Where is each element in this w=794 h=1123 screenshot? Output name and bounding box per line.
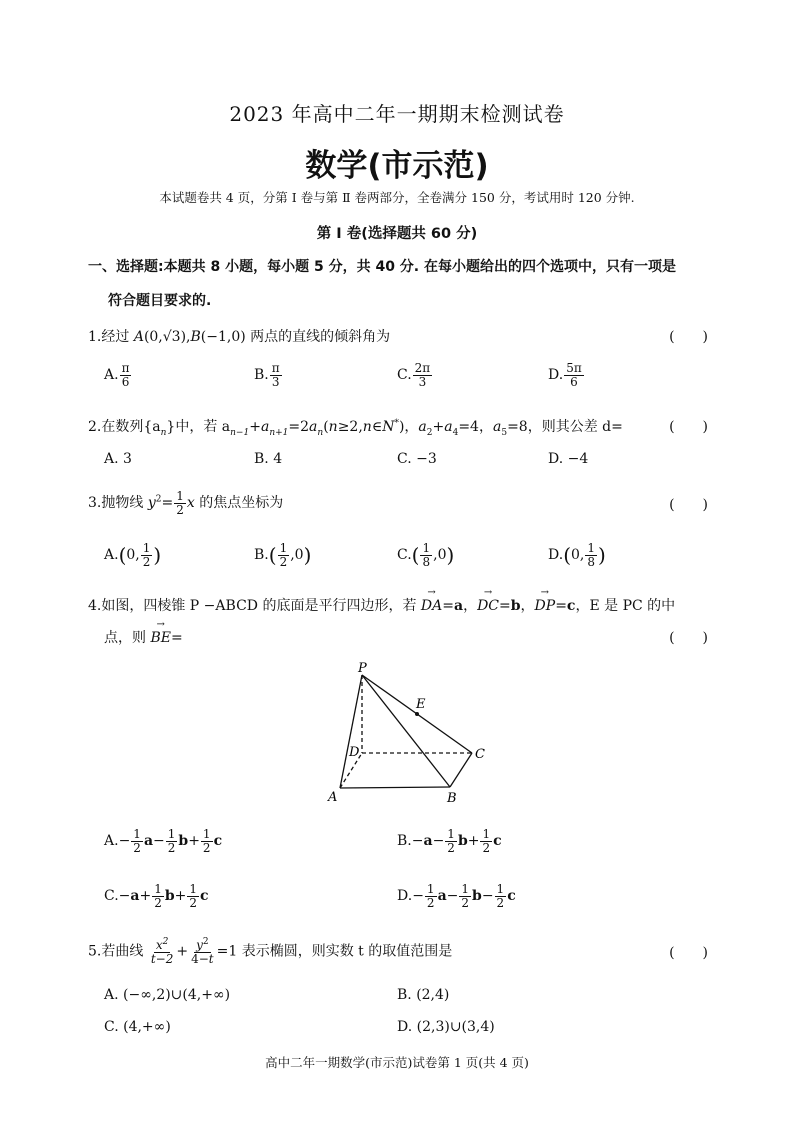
q5-option-a: A. (−∞,2)∪(4,+∞) <box>104 987 231 1003</box>
q4-stem-line2: 点，则 → BE= <box>104 627 183 647</box>
q3-option-a: A.(0, $\frac{1}{2}$ ) <box>104 541 162 569</box>
label-d: D <box>349 745 360 760</box>
label-p: P <box>358 661 367 676</box>
q5-stem: 5.若曲线 $\frac{x^2}{t-2}$ + $\frac{y^2}{4-t}$ =1 表示椭圆，则实数 t 的取值范围是 <box>88 937 453 966</box>
q2-number: 2. <box>88 419 102 435</box>
label-a: A <box>328 790 338 805</box>
q3-option-b: B.( $\frac{1}{2}$ ,0) <box>254 541 312 569</box>
q4-option-a: A.− $\frac{1}{2}$ a− $\frac{1}{2}$ b+ $\frac{1}{2}$ c <box>104 827 223 855</box>
label-e: E <box>416 697 426 712</box>
q2-option-c: C. −3 <box>397 451 437 467</box>
q1-stem-b: 两点的直线的倾斜角为 <box>245 329 391 345</box>
q5-option-b: B. (2,4) <box>397 987 450 1003</box>
q5-answer-paren: ( ) <box>669 945 708 961</box>
label-c: C <box>475 747 485 762</box>
q3-option-d: D.(0, $\frac{1}{8}$ ) <box>548 541 606 569</box>
q4-answer-paren: ( ) <box>669 630 708 646</box>
subject-title: 数学(市示范) <box>305 148 489 184</box>
q2-option-a: A. 3 <box>104 451 132 467</box>
edge-bc <box>450 753 472 787</box>
q1-option-c: C. $\frac{2\pi}{3}$ <box>397 361 431 389</box>
section-title: 第 Ⅰ 卷(选择题共 60 分) <box>316 226 478 242</box>
q1-answer-paren: ( ) <box>669 329 708 345</box>
q4-option-b: B.−a− $\frac{1}{2}$ b+ $\frac{1}{2}$ c <box>397 827 502 855</box>
exam-intro: 本试题卷共 4 页，分第 Ⅰ 卷与第 Ⅱ 卷两部分，全卷满分 150 分，考试用时 120 分钟. <box>159 190 635 205</box>
part1-instruction-line1: 一、选择题:本题共 8 小题，每小题 5 分，共 40 分. 在每小题给出的四个选项中，只有一项是 <box>88 259 676 275</box>
q2-option-b: B. 4 <box>254 451 283 467</box>
q1-number: 1. <box>88 329 102 345</box>
q2-stem: 2.在数列$\{a_n\}$中，若 $a_{n-1}+a_{n+1}=2a_n(n\ge 2,n\in N^*)$，$a_2+a_4=4$，$a_5=8$，则其公差 d= <box>88 418 623 438</box>
q1-stem: 1.经过 A(0,√3),B(−1,0) 两点的直线的倾斜角为 <box>88 329 391 345</box>
edge-pb <box>362 675 450 787</box>
q5-option-d: D. (2,3)∪(3,4) <box>397 1019 495 1035</box>
q4-option-d: D.− $\frac{1}{2}$ a− $\frac{1}{2}$ b− $\frac{1}{2}$ c <box>397 882 516 910</box>
q3-number: 3. <box>88 495 102 512</box>
pyramid-figure <box>320 660 500 810</box>
label-b: B <box>447 791 457 806</box>
q1-option-d: D. $\frac{5\pi}{6}$ <box>548 361 582 389</box>
q1-option-b: B. $\frac{\pi}{3}$ <box>254 361 280 389</box>
edge-pa <box>340 675 362 788</box>
q3-option-c: C.( $\frac{1}{8}$ ,0) <box>397 541 455 569</box>
edge-ab <box>340 787 450 788</box>
part1-instruction-line2: 符合题目要求的. <box>108 293 212 309</box>
q3-stem: 3.抛物线 $y^2=$ $\frac{1}{2}$ x 的焦点坐标为 <box>88 489 284 517</box>
point-e <box>415 712 419 716</box>
q2-option-d: D. −4 <box>548 451 589 467</box>
q4-option-c: C.−a+ $\frac{1}{2}$ b+ $\frac{1}{2}$ c <box>104 882 209 910</box>
q4-number: 4. <box>88 598 102 614</box>
q5-option-c: C. (4,+∞) <box>104 1019 171 1035</box>
q1-stem-a: 经过 <box>101 329 134 345</box>
exam-title: 2023 年高中二年一期期末检测试卷 <box>229 102 565 126</box>
q5-number: 5. <box>88 943 102 960</box>
q1-option-a: A. $\frac{\pi}{6}$ <box>104 361 130 389</box>
q2-answer-paren: ( ) <box>669 419 708 435</box>
page-footer: 高中二年一期数学(市示范)试卷第 1 页(共 4 页) <box>265 1055 529 1070</box>
q3-answer-paren: ( ) <box>669 497 708 513</box>
q4-stem: 4.如图，四棱锥 P −ABCD 的底面是平行四边形，若 → DA=a，→ DC=b，→ DP=c，E 是 PC 的中 <box>88 595 675 615</box>
